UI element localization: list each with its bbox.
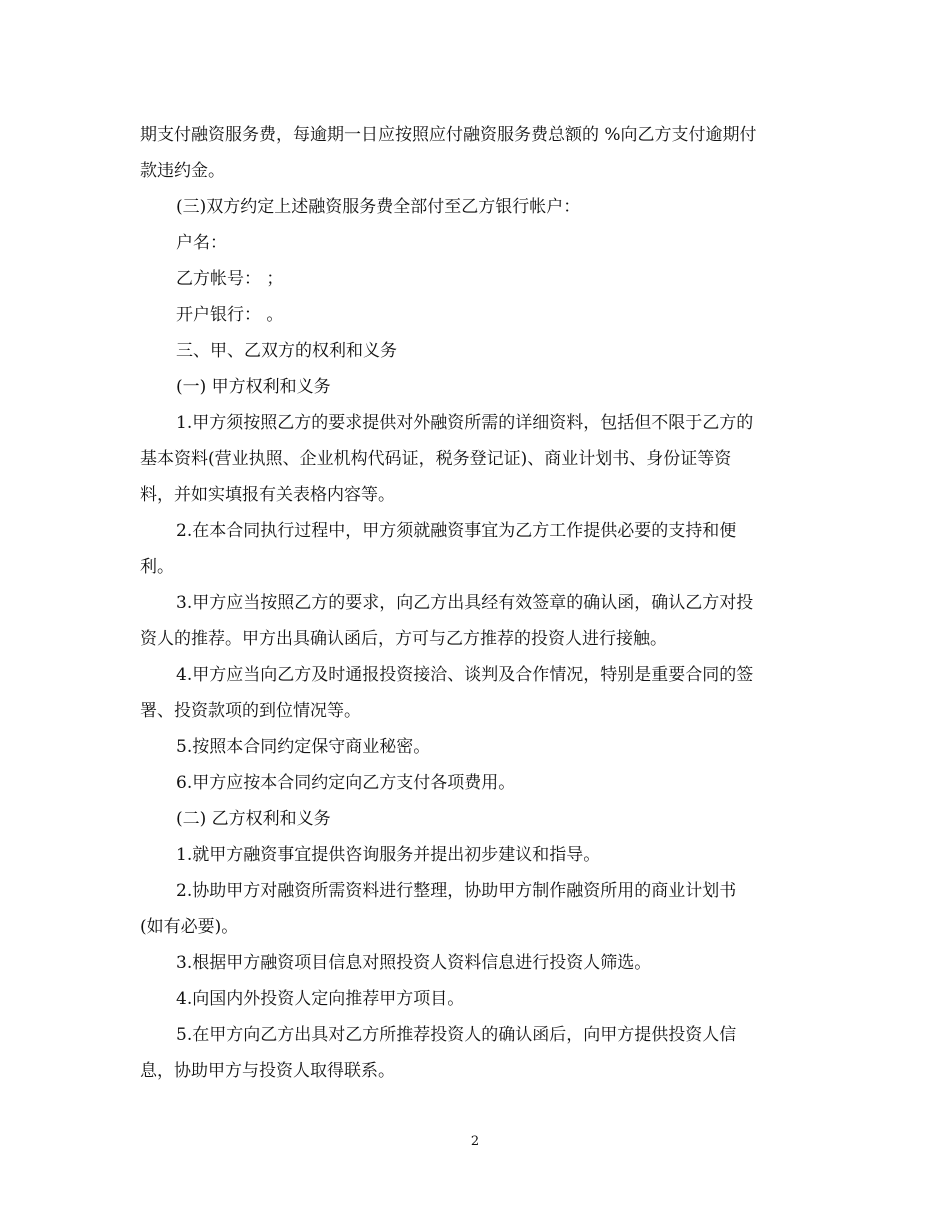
- text-line: 1.就甲方融资事宜提供咨询服务并提出初步建议和指导。: [176, 845, 601, 865]
- text-line: 3.根据甲方融资项目信息对照投资人资料信息进行投资人筛选。: [176, 953, 652, 973]
- text-line: 6.甲方应按本合同约定向乙方支付各项费用。: [176, 773, 516, 793]
- text-line: 户名：: [176, 233, 227, 253]
- text-line: 4.向国内外投资人定向推荐甲方项目。: [176, 989, 465, 1009]
- text-line: 5.按照本合同约定保守商业秘密。: [176, 737, 431, 757]
- text-line: 料，并如实填报有关表格内容等。: [140, 485, 395, 505]
- text-line: 2.协助甲方对融资所需资料进行整理，协助甲方制作融资所用的商业计划书: [176, 881, 737, 901]
- section-heading: 三、甲、乙双方的权利和义务: [176, 341, 397, 361]
- text-line: 署、投资款项的到位情况等。: [140, 701, 361, 721]
- text-line: 资人的推荐。甲方出具确认函后，方可与乙方推荐的投资人进行接触。: [140, 629, 667, 649]
- text-line: 3.甲方应当按照乙方的要求，向乙方出具经有效签章的确认函，确认乙方对投: [176, 593, 754, 613]
- text-line: 基本资料(营业执照、企业机构代码证，税务登记证)、商业计划书、身份证等资: [140, 449, 732, 469]
- subsection-heading: (一) 甲方权利和义务: [176, 377, 331, 397]
- document-body: [140, 117, 812, 1089]
- page-number: 2: [470, 1134, 480, 1149]
- text-line: 开户银行： 。: [176, 305, 284, 325]
- text-line: 2.在本合同执行过程中，甲方须就融资事宜为乙方工作提供必要的支持和便: [176, 521, 737, 541]
- text-line: 5.在甲方向乙方出具对乙方所推荐投资人的确认函后，向甲方提供投资人信: [176, 1025, 737, 1045]
- text-line: 期支付融资服务费，每逾期一日应按照应付融资服务费总额的 %向乙方支付逾期付: [140, 125, 757, 145]
- text-line: (三)双方约定上述融资服务费全部付至乙方银行帐户：: [176, 197, 581, 217]
- text-line: 利。: [140, 557, 174, 577]
- text-line: 4.甲方应当向乙方及时通报投资接洽、谈判及合作情况，特别是重要合同的签: [176, 665, 754, 685]
- text-line: (如有必要)。: [140, 917, 239, 937]
- text-line: 乙方帐号： ；: [176, 269, 284, 289]
- text-line: 息，协助甲方与投资人取得联系。: [140, 1061, 395, 1081]
- text-line: 1.甲方须按照乙方的要求提供对外融资所需的详细资料，包括但不限于乙方的: [176, 413, 754, 433]
- subsection-heading: (二) 乙方权利和义务: [176, 809, 331, 829]
- text-line: 款违约金。: [140, 161, 225, 181]
